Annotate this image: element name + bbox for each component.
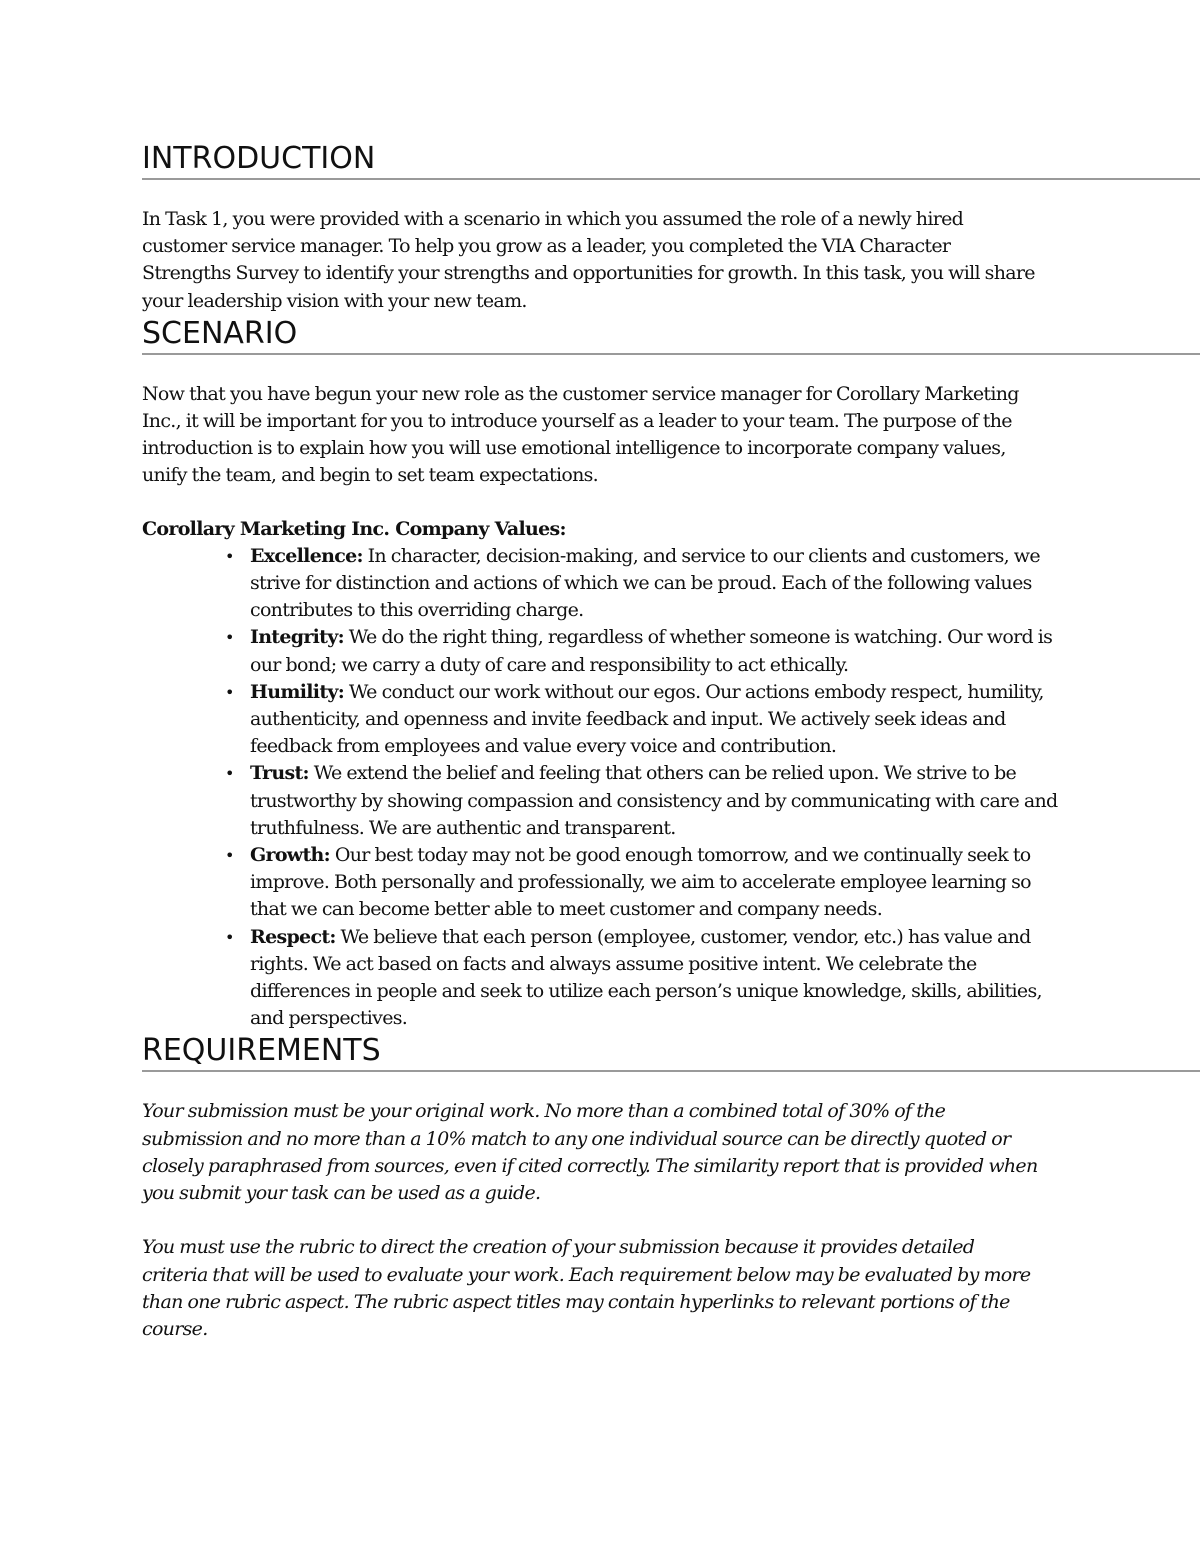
scenario-paragraph: Now that you have begun your new role as the customer service manager for Corollary Marketing Inc., it will be important for you to introduce yourself as a leader to your team. The purpose of the introduction is to explain how you will use emotional intelligence to incorporate company values, unify the team, and begin to set team expectations. — [142, 382, 1019, 487]
company-values-title: Corollary Marketing Inc. Company Values: — [142, 517, 566, 540]
value-text: We extend the belief and feeling that others can be relied upon. We strive to be trustworthy by showing compassion and consistency and by communicating with care and truthfulness. We are authentic and transparent. — [250, 762, 1058, 839]
value-name: Integrity: — [250, 626, 344, 649]
value-text: We believe that each person (employee, customer, vendor, etc.) has value and rights. We act based on facts and always assume positive intent. We celebrate the differences in people and seek to utilize each person’s unique knowledge, skills, abilities, and perspectives. — [250, 925, 1042, 1030]
value-text: We conduct our work without our egos. Our actions embody respect, humility, authenticity, and openness and invite feedback and input. We actively seek ideas and feedback from employees and value every voice and contribution. — [250, 680, 1044, 758]
value-name: Trust: — [250, 762, 309, 785]
scenario-heading: SCENARIO — [142, 315, 1200, 355]
requirements-rubric-paragraph: You must use the rubric to direct the creation of your submission because it provides detailed criteria that will be used to evaluate your work. Each requirement below may be evaluated by more than one rubric aspect. The rubric aspect titles may contain hyperlinks to relevant portions of the course. — [142, 1236, 1031, 1340]
value-text: We do the right thing, regardless of whether someone is watching. Our word is our bond; we carry a duty of care and responsibility to act ethically. — [250, 626, 1053, 676]
bullet-icon: • — [225, 764, 234, 784]
value-item-growth — [225, 842, 1070, 924]
bullet-icon: • — [225, 628, 234, 648]
value-item-trust — [225, 760, 1070, 842]
value-item-humility — [225, 679, 1070, 761]
requirements-originality-paragraph: Your submission must be your original work. No more than a combined total of 30% of the submission and no more than a 10% match to any one individual source can be directly quoted or closely paraphrased from sources, even if cited correctly. The similarity report that is provided when you submit your task can be used as a guide. — [142, 1100, 1038, 1205]
value-name: Humility: — [250, 680, 345, 703]
introduction-heading: INTRODUCTION — [142, 140, 1200, 180]
value-name: Growth: — [250, 844, 330, 867]
bullet-icon: • — [225, 546, 234, 566]
value-name: Excellence: — [250, 544, 363, 567]
value-name: Respect: — [250, 925, 336, 948]
value-text: Our best today may not be good enough tomorrow, and we continually seek to improve. Both personally and professionally, we aim to accelerate employee learning so that we can become better able to meet customer and company needs. — [250, 844, 1031, 921]
requirements-heading: REQUIREMENTS — [142, 1032, 1200, 1072]
bullet-icon: • — [225, 927, 234, 947]
company-values-list — [142, 543, 1200, 1033]
bullet-icon: • — [225, 682, 234, 702]
document-page — [142, 140, 1200, 1343]
value-item-excellence — [225, 543, 1070, 625]
value-item-respect — [225, 924, 1070, 1033]
bullet-icon: • — [225, 846, 234, 866]
value-item-integrity — [225, 624, 1070, 678]
value-text: In character, decision-making, and service to our clients and customers, we strive for distinction and actions of which we can be proud. Each of the following values contributes to this overriding charge. — [250, 544, 1040, 622]
introduction-paragraph: In Task 1, you were provided with a scenario in which you assumed the role of a newly hired customer service manager. To help you grow as a leader, you completed the VIA Character Strengths Survey to identify your strengths and opportunities for growth. In this task, you will share your leadership vision with your new team. — [142, 208, 1035, 312]
